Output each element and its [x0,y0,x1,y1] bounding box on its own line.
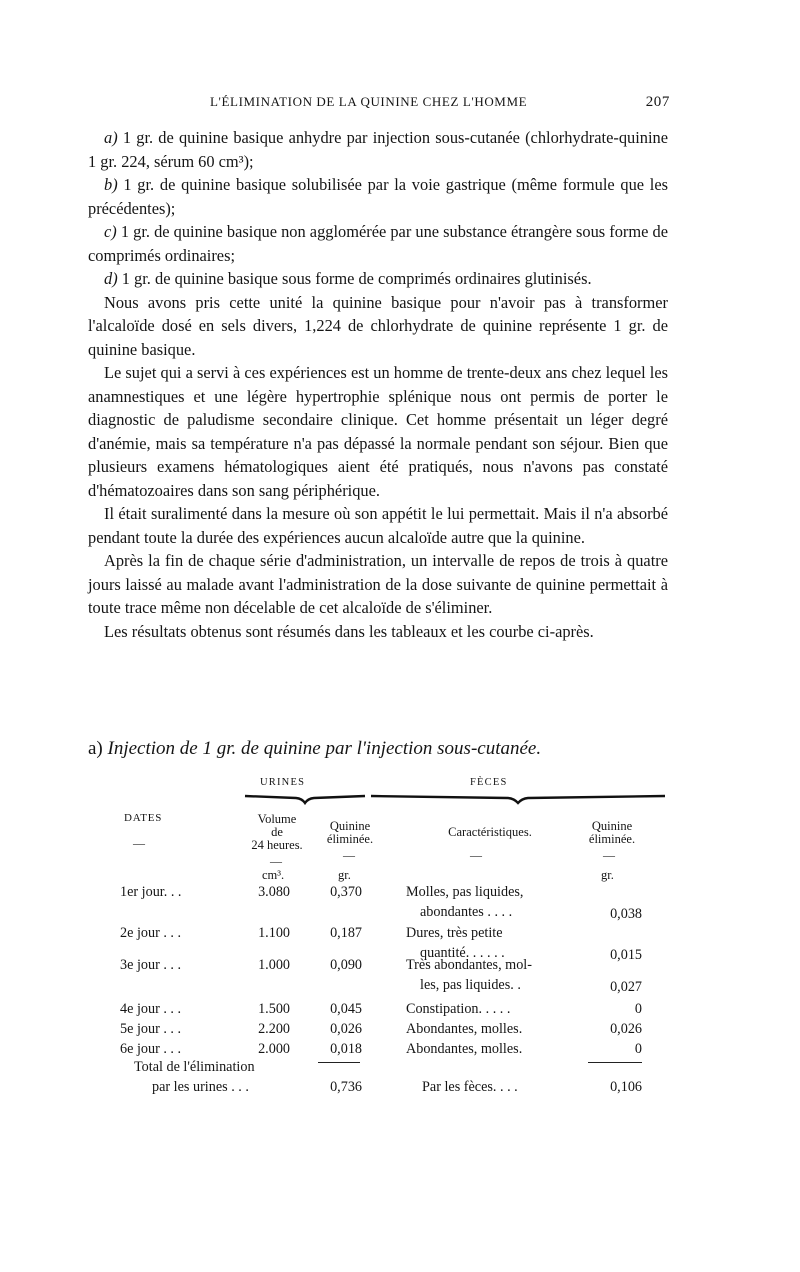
row-date: 5e jour . . . [120,1021,182,1037]
item-a-label: a) [104,128,118,147]
row-carac-1: Constipation. . . . . [406,1001,511,1017]
dash-quinine: — [343,848,355,862]
group-feces: FÈCES [470,777,508,788]
page-number: 207 [645,94,670,110]
row-quinine: 0,370 [330,884,362,900]
row-volume: 1.100 [258,925,290,941]
total-urines: 0,736 [330,1079,362,1095]
col-quinine-1: Quinine [329,819,371,833]
col-quinine-feces-1: Quinine [591,819,633,833]
col-quinine-feces-2: éliminée. [588,832,636,846]
item-b-label: b) [104,175,118,194]
row-carac-2: quantité. . . . . . [420,945,505,961]
col-carac: Caractéristiques. [448,825,532,839]
row-feces: 0 [634,1041,642,1057]
row-carac-1: Abondantes, molles. [406,1021,523,1037]
col-volume-3: 24 heures. [251,838,303,852]
unit-volume: cm³. [262,868,285,882]
list-item-c [88,220,668,267]
row-feces: 0,027 [610,979,642,995]
row-volume: 2.000 [258,1041,290,1057]
col-quinine-2: éliminée. [326,832,374,846]
total-label-1: Total de l'élimination [134,1059,255,1075]
dash-quinine-feces: — [603,848,615,862]
row-carac-1: Très abondantes, mol- [406,957,532,973]
item-c-label: c) [104,222,117,241]
row-date: 6e jour . . . [120,1041,182,1057]
paragraph-4: Après la fin de chaque série d'administration, un intervalle de repos de trois à quatre jours laissé au malade avant l'administration de la dose suivante de quinine permettait à toute trace même non décelable de cet alcaloïde de s'éliminer. [88,551,668,617]
total-feces: 0,106 [610,1079,642,1095]
row-volume: 3.080 [258,884,290,900]
paragraph-1: Nous avons pris cette unité la quinine basique pour n'avoir pas à transformer l'alcaloïde dosé en sels divers, 1,224 de chlorhydrate de quinine représente 1 gr. de quinine basique. [88,292,668,359]
list-item-d [88,267,668,291]
row-feces: 0,038 [610,906,642,922]
unit-gr-feces: gr. [601,868,614,882]
total-feces-label: Par les fèces. . . . [422,1079,518,1095]
col-quinine [312,820,388,846]
table-title [88,738,688,760]
table-label: a) [88,738,103,759]
list-item-a [88,126,668,173]
row-quinine: 0,026 [330,1021,362,1037]
dash-carac: — [470,848,482,862]
total-rule-urines [318,1062,360,1063]
row-date: 2e jour . . . [120,925,182,941]
row-carac-2: abondantes . . . . [420,904,513,920]
row-date: 4e jour . . . [120,1001,182,1017]
unit-gr: gr. [338,868,351,882]
paragraph-3: Il était suralimenté dans la mesure où son appétit le lui permettait. Mais il n'a absorbé pendant toute la durée des expériences aucun alcaloïde autre que la quinine. [88,504,668,547]
row-carac-2: les, pas liquides. . [420,977,521,993]
row-feces: 0 [634,1001,642,1017]
list-item-b [88,173,668,220]
row-feces: 0,015 [610,947,642,963]
row-feces: 0,026 [610,1021,642,1037]
row-quinine: 0,090 [330,957,362,973]
row-carac-1: Dures, très petite [406,925,503,941]
col-volume-2: de [271,825,283,839]
row-quinine: 0,018 [330,1041,362,1057]
item-d-text: 1 gr. de quinine basique sous forme de comprimés ordinaires glutinisés. [121,269,592,288]
group-urines: URINES [260,777,306,788]
row-quinine: 0,187 [330,925,362,941]
paragraph-2: Le sujet qui a servi à ces expériences est un homme de trente-deux ans chez lequel les anamnestiques et une légère hypertrophie splénique nous ont permis de porter le diagnostic de paludisme secondaire clinique. Cet homme présentait un léger degré d'anémie, mais sa température n'a pas dépassé la normale pendant son séjour. Bien que plusieurs examens hématologiques aient été pratiqués, nous n'avons pas constaté d'hématozoaires dans son sang périphérique. [88,363,668,500]
total-label-2: par les urines . . . [152,1079,249,1095]
row-carac-1: Molles, pas liquides, [406,884,524,900]
item-a-text: 1 gr. de quinine basique anhydre par injection sous-cutanée (chlorhydrate-quinine 1 gr. 224, sérum 60 cm³); [88,128,668,171]
col-volume-1: Volume [257,812,297,826]
row-date: 1er jour. . . [120,884,182,900]
row-carac-1: Abondantes, molles. [406,1041,523,1057]
body-text [88,126,668,643]
item-d-label: d) [104,269,118,288]
item-c-text: 1 gr. de quinine basique non agglomérée par une substance étrangère sous forme de comprimés ordinaires; [88,222,668,265]
col-volume [240,813,314,852]
header-title: L'ÉLIMINATION DE LA QUININE CHEZ L'HOMME [210,94,528,109]
table-title-text: Injection de 1 gr. de quinine par l'injection sous-cutanée. [107,738,542,759]
col-dates: DATES [124,812,163,824]
item-b-text: 1 gr. de quinine basique solubilisée par la voie gastrique (même formule que les précédentes); [88,175,668,218]
row-volume: 1.000 [258,957,290,973]
feces-brace [370,793,666,807]
urines-brace [244,793,366,807]
dash-volume: — [270,854,282,868]
row-date: 3e jour . . . [120,957,182,973]
total-rule-feces [588,1062,642,1063]
col-quinine-feces [576,820,648,846]
row-quinine: 0,045 [330,1001,362,1017]
row-volume: 1.500 [258,1001,290,1017]
row-volume: 2.200 [258,1021,290,1037]
paragraph-5: Les résultats obtenus sont résumés dans les tableaux et les courbe ci-après. [104,621,594,641]
dash-dates: — [133,836,145,850]
